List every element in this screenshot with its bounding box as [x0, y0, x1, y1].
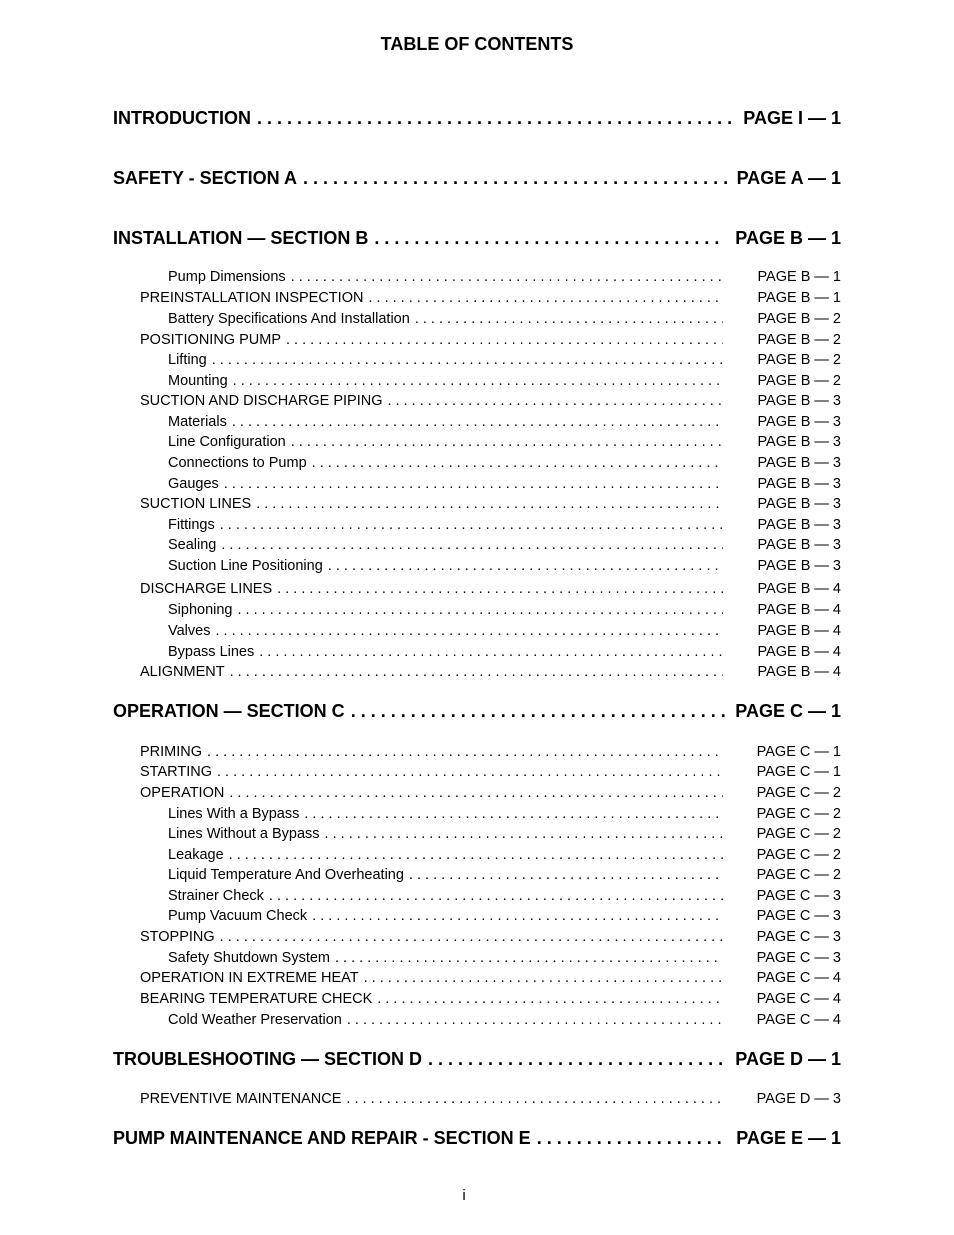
- toc-entry-label: Lines Without a Bypass: [168, 826, 320, 842]
- dot-leader: [233, 373, 723, 389]
- toc-entry-label: DISCHARGE LINES: [140, 581, 273, 597]
- toc-entry: [168, 476, 841, 496]
- toc-entry-label: OPERATION IN EXTREME HEAT: [140, 970, 359, 986]
- toc-section-entry: [113, 1128, 841, 1152]
- toc-entry: [168, 806, 841, 826]
- toc-entry-page: PAGE B — 3: [757, 414, 841, 430]
- toc-entry: [168, 537, 841, 557]
- toc-entry: [140, 496, 841, 516]
- toc-entry-label: Siphoning: [168, 602, 233, 618]
- dot-leader: [215, 623, 723, 639]
- toc-entry: [168, 867, 841, 887]
- dot-leader: [217, 764, 723, 780]
- toc-entry-label: Liquid Temperature And Overheating: [168, 867, 404, 883]
- toc-entry-label: Battery Specifications And Installation: [168, 311, 410, 327]
- toc-entry: [168, 558, 841, 578]
- toc-entry-page: PAGE B — 4: [757, 581, 841, 597]
- toc-entry-page: PAGE C — 1: [756, 764, 841, 780]
- toc-entry-page: PAGE C — 4: [756, 1012, 841, 1028]
- toc-entry-label: Lines With a Bypass: [168, 806, 300, 822]
- dot-leader: [368, 290, 723, 306]
- toc-entry-label: Valves: [168, 623, 211, 639]
- dot-leader: [269, 888, 723, 904]
- toc-entry: [140, 332, 841, 352]
- dot-leader: [335, 950, 723, 966]
- dot-leader: [259, 644, 723, 660]
- dot-leader: [220, 929, 723, 945]
- dot-leader: [374, 228, 725, 249]
- dot-leader: [304, 806, 723, 822]
- toc-entry-page: PAGE B — 3: [757, 496, 841, 512]
- toc-entry-page: PAGE C — 4: [756, 970, 841, 986]
- toc-entry: [140, 290, 841, 310]
- toc-entry-page: PAGE C — 1: [735, 701, 841, 721]
- toc-entry: [168, 623, 841, 643]
- toc-entry-label: TROUBLESHOOTING — SECTION D: [113, 1049, 423, 1069]
- toc-entry-page: PAGE B — 4: [757, 644, 841, 660]
- dot-leader: [291, 269, 723, 285]
- dot-leader: [364, 970, 723, 986]
- toc-entry-label: Materials: [168, 414, 227, 430]
- dot-leader: [351, 701, 726, 722]
- toc-entry-label: Line Configuration: [168, 434, 286, 450]
- toc-entry-label: Sealing: [168, 537, 217, 553]
- dot-leader: [221, 537, 723, 553]
- page-title: TABLE OF CONTENTS: [380, 34, 574, 54]
- toc-entry-page: PAGE B — 1: [757, 269, 841, 285]
- toc-entry-page: PAGE D — 1: [735, 1049, 841, 1069]
- toc-entry: [168, 352, 841, 372]
- toc-entry: [168, 847, 841, 867]
- toc-entry-label: POSITIONING PUMP: [140, 332, 281, 348]
- toc-entry-label: PREVENTIVE MAINTENANCE: [140, 1091, 342, 1107]
- toc-entry: [168, 826, 841, 846]
- toc-entry-label: ALIGNMENT: [140, 664, 225, 680]
- toc-entry-page: PAGE C — 2: [756, 806, 841, 822]
- toc-entry: [140, 991, 841, 1011]
- toc-entry-label: Lifting: [168, 352, 207, 368]
- toc-entry-label: SUCTION LINES: [140, 496, 252, 512]
- dot-leader: [388, 393, 723, 409]
- dot-leader: [212, 352, 723, 368]
- dot-leader: [207, 744, 723, 760]
- toc-entry-label: Connections to Pump: [168, 455, 307, 471]
- toc-entry-page: PAGE B — 2: [757, 311, 841, 327]
- toc-entry-page: PAGE B — 4: [757, 664, 841, 680]
- toc-entry: [168, 1012, 841, 1032]
- dot-leader: [537, 1128, 727, 1149]
- toc-section-entry: [113, 228, 841, 252]
- toc-entry-label: PRIMING: [140, 744, 203, 760]
- dot-leader: [325, 826, 723, 842]
- toc-entry-label: INSTALLATION — SECTION B: [113, 228, 369, 248]
- toc-entry-page: PAGE C — 1: [756, 744, 841, 760]
- toc-entry: [168, 644, 841, 664]
- dot-leader: [328, 558, 723, 574]
- toc-entry: [140, 764, 841, 784]
- toc-section-entry: [113, 168, 841, 192]
- toc-entry-page: PAGE A — 1: [736, 168, 841, 188]
- toc-entry: [168, 311, 841, 331]
- toc-entry-label: Fittings: [168, 517, 215, 533]
- toc-entry-page: PAGE B — 3: [757, 558, 841, 574]
- toc-entry: [168, 517, 841, 537]
- toc-entry-label: Suction Line Positioning: [168, 558, 323, 574]
- toc-entry: [140, 970, 841, 990]
- toc-entry-page: PAGE B — 4: [757, 623, 841, 639]
- dot-leader: [224, 476, 723, 492]
- toc-entry: [168, 908, 841, 928]
- toc-entry-label: Pump Dimensions: [168, 269, 286, 285]
- dot-leader: [415, 311, 723, 327]
- dot-leader: [232, 414, 723, 430]
- toc-entry-label: OPERATION: [140, 785, 225, 801]
- dot-leader: [377, 991, 723, 1007]
- toc-entry-label: Safety Shutdown System: [168, 950, 330, 966]
- toc-section-entry: [113, 108, 841, 132]
- toc-entry-label: Mounting: [168, 373, 228, 389]
- toc-entry: [168, 602, 841, 622]
- dot-leader: [229, 847, 723, 863]
- dot-leader: [220, 517, 723, 533]
- dot-leader: [428, 1049, 725, 1070]
- toc-entry-page: PAGE B — 3: [757, 434, 841, 450]
- toc-entry-page: PAGE B — 3: [757, 476, 841, 492]
- toc-entry-page: PAGE B — 1: [757, 290, 841, 306]
- toc-entry: [140, 744, 841, 764]
- dot-leader: [312, 455, 723, 471]
- toc-entry: [140, 1091, 841, 1111]
- dot-leader: [238, 602, 724, 618]
- dot-leader: [409, 867, 723, 883]
- toc-entry: [168, 455, 841, 475]
- dot-leader: [257, 108, 733, 129]
- toc-section-entry: [113, 1049, 841, 1073]
- toc-entry-label: OPERATION — SECTION C: [113, 701, 345, 721]
- dot-leader: [230, 664, 723, 680]
- toc-entry: [168, 269, 841, 289]
- toc-entry-page: PAGE C — 3: [756, 950, 841, 966]
- toc-section-entry: [113, 701, 841, 725]
- toc-entry-page: PAGE B — 3: [757, 537, 841, 553]
- toc-entry-label: PUMP MAINTENANCE AND REPAIR - SECTION E: [113, 1128, 531, 1148]
- toc-entry-label: PREINSTALLATION INSPECTION: [140, 290, 364, 306]
- toc-entry: [168, 950, 841, 970]
- toc-entry-label: Leakage: [168, 847, 224, 863]
- toc-entry: [140, 393, 841, 413]
- dot-leader: [291, 434, 723, 450]
- toc-entry: [140, 581, 841, 601]
- toc-entry-page: PAGE B — 2: [757, 373, 841, 389]
- toc-entry-page: PAGE C — 3: [756, 908, 841, 924]
- toc-entry-page: PAGE C — 2: [756, 867, 841, 883]
- toc-entry-page: PAGE B — 3: [757, 455, 841, 471]
- toc-entry-page: PAGE C — 3: [756, 929, 841, 945]
- toc-entry-page: PAGE C — 4: [756, 991, 841, 1007]
- toc-entry-page: PAGE B — 3: [757, 517, 841, 533]
- toc-entry: [140, 929, 841, 949]
- toc-entry-label: Pump Vacuum Check: [168, 908, 308, 924]
- toc-entry-page: PAGE D — 3: [756, 1091, 841, 1107]
- toc-entry: [168, 434, 841, 454]
- toc-entry: [140, 664, 841, 684]
- toc-entry-label: Strainer Check: [168, 888, 264, 904]
- footer-page-number: i: [462, 1187, 466, 1204]
- toc-entry-label: STOPPING: [140, 929, 215, 945]
- dot-leader: [303, 168, 727, 189]
- toc-entry: [168, 373, 841, 393]
- toc-entry-page: PAGE C — 3: [756, 888, 841, 904]
- toc-entry-page: PAGE E — 1: [736, 1128, 841, 1148]
- toc-entry-label: STARTING: [140, 764, 212, 780]
- toc-entry-page: PAGE I — 1: [743, 108, 841, 128]
- toc-entry: [168, 414, 841, 434]
- toc-entry-page: PAGE C — 2: [756, 826, 841, 842]
- dot-leader: [346, 1091, 723, 1107]
- dot-leader: [277, 581, 723, 597]
- toc-entry-page: PAGE C — 2: [756, 785, 841, 801]
- toc-entry-page: PAGE B — 2: [757, 332, 841, 348]
- toc-entry-page: PAGE B — 3: [757, 393, 841, 409]
- toc-entry-label: Gauges: [168, 476, 219, 492]
- dot-leader: [256, 496, 723, 512]
- toc-entry: [140, 785, 841, 805]
- toc-entry-label: INTRODUCTION: [113, 108, 251, 128]
- dot-leader: [312, 908, 723, 924]
- toc-entry-label: SUCTION AND DISCHARGE PIPING: [140, 393, 383, 409]
- dot-leader: [286, 332, 723, 348]
- toc-entry: [168, 888, 841, 908]
- dot-leader: [229, 785, 723, 801]
- toc-entry-page: PAGE B — 1: [735, 228, 841, 248]
- toc-entry-page: PAGE B — 4: [757, 602, 841, 618]
- toc-entry-page: PAGE B — 2: [757, 352, 841, 368]
- dot-leader: [347, 1012, 723, 1028]
- toc-entry-label: BEARING TEMPERATURE CHECK: [140, 991, 373, 1007]
- toc-entry-label: Cold Weather Preservation: [168, 1012, 342, 1028]
- toc-entry-page: PAGE C — 2: [756, 847, 841, 863]
- toc-entry-label: SAFETY - SECTION A: [113, 168, 298, 188]
- toc-entry-label: Bypass Lines: [168, 644, 255, 660]
